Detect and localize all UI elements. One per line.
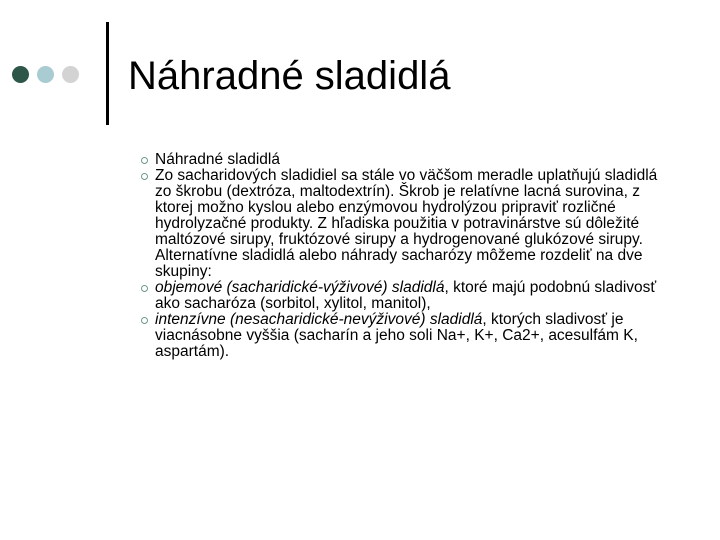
title-divider-line	[106, 22, 109, 125]
bullet-text: , ktoré majú podobnú sladivosť ako sacharóza (sorbitol, xylitol, manitol),	[155, 279, 657, 312]
list-item	[140, 312, 670, 360]
bullet-circle-icon	[141, 173, 148, 180]
bullet-circle-icon	[141, 317, 148, 324]
bullet-circle-icon	[141, 157, 148, 164]
list-item	[140, 152, 670, 168]
decorative-dots	[12, 66, 79, 83]
bullet-italic-term: intenzívne (nesacharidické-nevýživové) sladidlá	[155, 311, 483, 328]
bullet-text: Náhradné sladidlá	[155, 151, 280, 168]
bullet-list	[140, 152, 670, 360]
slide-title: Náhradné sladidlá	[128, 54, 451, 98]
dot-dark	[12, 66, 29, 83]
bullet-text: Zo sacharidových sladidiel sa stále vo väčšom meradle uplatňujú sladidlá zo škrobu (dextróza, maltodextrín). Škrob je relatívne lacná surovina, z ktorej možno kyslou alebo enzýmovou hydrolýzou pripraviť rozličné hydrolyzačné produkty. Z hľadiska použitia v potravinárstve sú dôležité maltózové sirupy, fruktózové sirupy a hydrogenované glukózové sirupy. Alternatívne sladidlá alebo náhrady sacharózy môžeme rozdeliť na dve skupiny:	[155, 167, 658, 280]
list-item	[140, 168, 670, 280]
list-item	[140, 280, 670, 312]
bullet-text: , ktorých sladivosť je viacnásobne vyššia (sacharín a jeho soli Na+, K+, Ca2+, acesulfám K, aspartám).	[155, 311, 638, 360]
bullet-italic-term: objemové (sacharidické-výživové) sladidlá	[155, 279, 445, 296]
dot-light-blue	[37, 66, 54, 83]
dot-grey	[62, 66, 79, 83]
bullet-circle-icon	[141, 285, 148, 292]
